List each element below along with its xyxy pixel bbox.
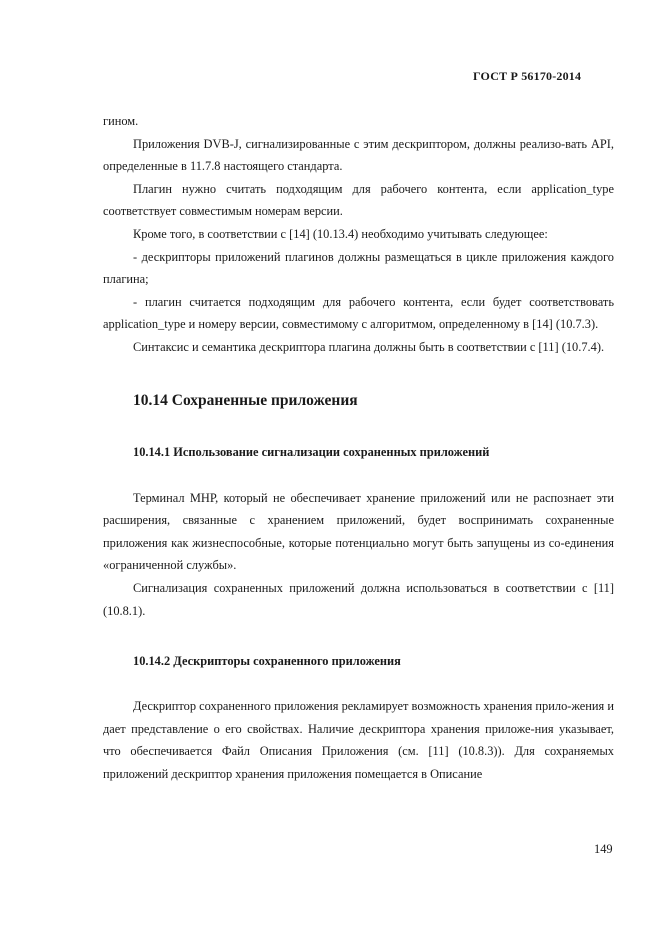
paragraph-syntax: Синтаксис и семантика дескриптора плагина должны быть в соответствии с [11] (10.7.4). bbox=[133, 339, 605, 354]
subsection-heading-10-14-1: 10.14.1 Использование сигнализации сохраненных приложений bbox=[133, 444, 490, 459]
paragraph-continuation: гином. bbox=[103, 114, 139, 128]
page-body bbox=[103, 110, 614, 785]
list-item-descriptors: - дескрипторы приложений плагинов должны размещаться в цикле приложения каждого плагина; bbox=[103, 249, 614, 287]
paragraph-terminal: Терминал МНР, который не обеспечивает хранение приложений или не распознает эти расширения, связанные с хранением приложений, будет воспринимать сохраненные приложения как жизнеспособные, которые потенциально могут быть запущены из со-единения «ограниченной службы». bbox=[103, 490, 614, 573]
paragraph-plugin-suitable: Плагин нужно считать подходящим для рабочего контента, если application_type соответствует совместимым номерам версии. bbox=[103, 181, 614, 219]
subsection-heading-10-14-2: 10.14.2 Дескрипторы сохраненного приложения bbox=[133, 654, 401, 669]
paragraph-descriptor: Дескриптор сохраненного приложения рекламирует возможность хранения прило-жения и дает представление о его свойствах. Наличие дескриптора хранения приложе-ния указывает, что обеспечивается Файл Описания Приложения (см. [11] (10.8.3)). Для сохраняемых приложений дескриптор хранения приложения помещается в Описание bbox=[103, 699, 614, 781]
page-number: 149 bbox=[594, 842, 613, 856]
document-standard-header: ГОСТ Р 56170-2014 bbox=[473, 69, 582, 83]
paragraph-moreover: Кроме того, в соответствии с [14] (10.13.4) необходимо учитывать следующее: bbox=[133, 226, 548, 241]
list-item-plugin: - плагин считается подходящим для рабочего контента, если будет соответствовать application_type и номеру версии, совместимому с алгоритмом, определенному в [14] (10.7.3). bbox=[103, 294, 614, 332]
paragraph-dvbj: Приложения DVB-J, сигнализированные с этим дескриптором, должны реализо-вать API, определенные в 11.7.8 настоящего стандарта. bbox=[103, 136, 614, 174]
section-heading-10-14: 10.14 Сохраненные приложения bbox=[133, 391, 358, 409]
paragraph-signaling: Сигнализация сохраненных приложений должна использоваться в соответствии с [11] (10.8.1). bbox=[103, 580, 614, 618]
